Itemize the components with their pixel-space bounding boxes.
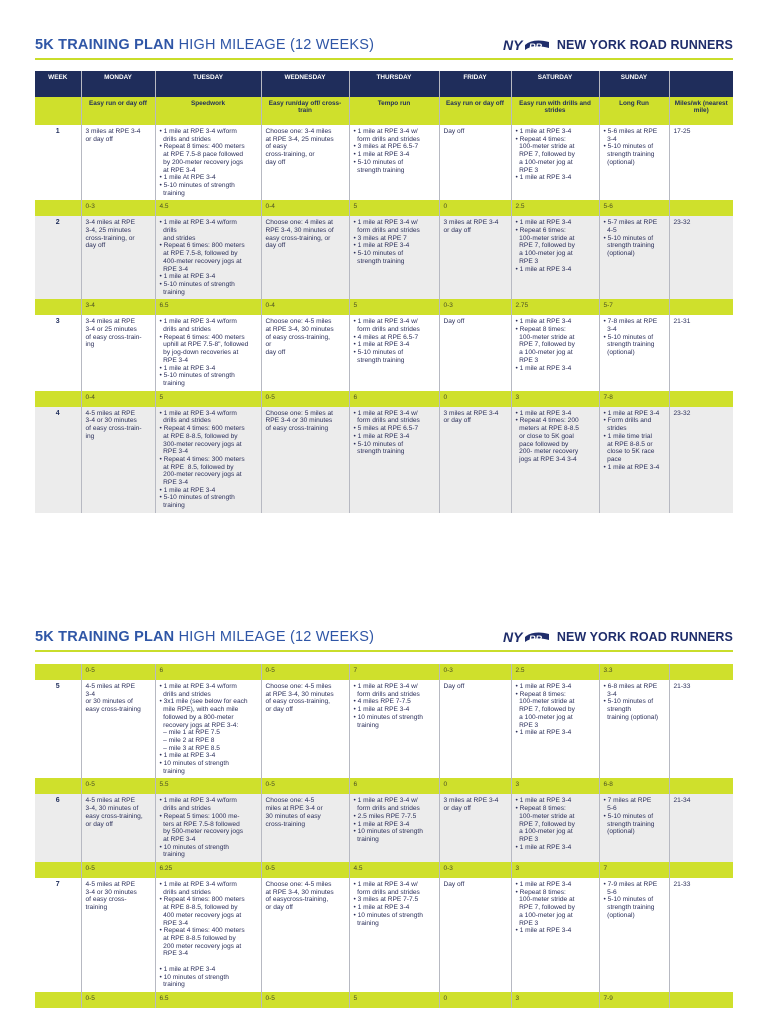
miles-cell: 0-4 bbox=[81, 391, 155, 407]
workout-text: Choose one: 4-5 miles at RPE 3-4, 30 minutes of easycross-training, or day off bbox=[265, 881, 334, 912]
miles-cell: 0-5 bbox=[261, 391, 349, 407]
col-monday: MONDAY bbox=[81, 71, 155, 97]
workout-cell bbox=[599, 794, 669, 862]
workout-thursday: Tempo run bbox=[349, 97, 439, 125]
miles-cell bbox=[669, 200, 733, 216]
workout-text: • 1 mile at RPE 3-4 w/ form drills and strides • 3 miles at RPE 6.5-7 • 1 mile at RPE 3-4 • 5-10 minutes of strength training bbox=[353, 128, 420, 174]
workout-cell bbox=[511, 315, 599, 390]
workout-text: 23-32 bbox=[673, 409, 691, 417]
workout-cell bbox=[511, 125, 599, 200]
week-row bbox=[35, 680, 733, 778]
miles-cell: 5 bbox=[349, 299, 439, 315]
workout-text: • 1 mile at RPE 3-4 • Repeat 4 times: 200 meters at RPE 8-8.5 or close to 5K goal pace followed by 200- meter recovery jogs at RPE 3-4 3-4 bbox=[515, 409, 579, 463]
miles-cell: 6.5 bbox=[155, 992, 261, 1008]
miles-cell: 2.5 bbox=[511, 664, 599, 680]
workout-text: • 1 mile at RPE 3-4 w/form drills and strides • 3x1 mile (see below for each mile RPE), with each mile followed by a 800-meter recovery jogs at RPE 3-4: – mile 1 at RPE 7.5 – mile 2 at RPE 8 – mile 3 at RPE 8.5 • 1 mile at RPE 3-4 • 10 minutes of strength training bbox=[159, 683, 248, 775]
miles-cell: 0 bbox=[439, 200, 511, 216]
weekly-miles-row bbox=[35, 778, 733, 794]
workout-text: • 5-7 miles at RPE 4-5 • 5-10 minutes of strength training (optional) bbox=[603, 219, 658, 258]
workout-cell bbox=[669, 125, 733, 200]
miles-cell: 0 bbox=[439, 391, 511, 407]
workout-text: 3-4 miles at RPE 3-4 or 25 minutes of easy cross-train- ing bbox=[85, 318, 142, 349]
workout-text: • 1 mile at RPE 3-4 w/form drills and strides • Repeat 5 times: 1000 me- ters at RPE 7.5-8 followed by 500-meter recovery jogs at RPE 3-4 • 10 minutes of strength training bbox=[159, 797, 244, 859]
miles-cell: 4.5 bbox=[155, 200, 261, 216]
workout-cell bbox=[261, 315, 349, 390]
miles-cell: 7 bbox=[599, 862, 669, 878]
page-title-2: 5K TRAINING PLAN HIGH MILEAGE (12 WEEKS) bbox=[35, 629, 375, 645]
workout-cell bbox=[669, 216, 733, 299]
page-header-2 bbox=[35, 626, 733, 652]
miles-cell bbox=[35, 391, 81, 407]
workout-text: • 1 mile at RPE 3-4 w/ form drills and strides • 3 miles at RPE 7 • 1 mile at RPE 3-4 • 5-10 minutes of strength training bbox=[353, 219, 420, 265]
miles-cell bbox=[669, 992, 733, 1008]
miles-cell: 0 bbox=[439, 778, 511, 794]
miles-cell bbox=[669, 778, 733, 794]
training-table-2 bbox=[35, 664, 733, 1008]
miles-cell: 0-5 bbox=[261, 664, 349, 680]
workout-text: 3 miles at RPE 3-4 or day off bbox=[85, 128, 141, 143]
logo-text: NEW YORK ROAD RUNNERS bbox=[556, 630, 733, 644]
workout-text: • 1 mile at RPE 3-4 • Repeat 8 times: 100-meter stride at RPE 7, followed by a 100-meter jog at RPE 3 • 1 mile at RPE 3-4 bbox=[515, 881, 575, 935]
weekly-miles-row bbox=[35, 391, 733, 407]
workout-cell bbox=[81, 794, 155, 862]
workout-type-row bbox=[35, 97, 733, 125]
workout-cell bbox=[439, 125, 511, 200]
workout-cell bbox=[669, 315, 733, 390]
miles-cell: 6 bbox=[155, 664, 261, 680]
miles-cell: 5-7 bbox=[599, 299, 669, 315]
workout-cell bbox=[155, 794, 261, 862]
miles-cell bbox=[35, 664, 81, 680]
col-sunday: SUNDAY bbox=[599, 71, 669, 97]
workout-text: 17-25 bbox=[673, 128, 691, 135]
miles-cell: 0-5 bbox=[261, 992, 349, 1008]
workout-text: 3 miles at RPE 3-4 or day off bbox=[443, 409, 499, 425]
nyrr-logo-mark-icon bbox=[503, 628, 551, 646]
week-number: 5 bbox=[35, 680, 81, 778]
workout-cell bbox=[439, 794, 511, 862]
workout-monday: Easy run or day off bbox=[81, 97, 155, 125]
workout-text: 4-5 miles at RPE 3-4, 30 minutes of easy cross-training, or day off bbox=[85, 797, 143, 828]
workout-text: • 1 mile at RPE 3-4 • Repeat 8 times: 100-meter stride at RPE 7, followed by a 100-meter jog at RPE 3 • 1 mile at RPE 3-4 bbox=[515, 797, 575, 851]
miles-cell: 3 bbox=[511, 992, 599, 1008]
miles-cell: 3-4 bbox=[81, 299, 155, 315]
workout-text: 23-32 bbox=[673, 219, 691, 227]
workout-text: 3 miles at RPE 3-4 or day off bbox=[443, 797, 499, 813]
workout-cell bbox=[599, 315, 669, 390]
miles-cell: 6.25 bbox=[155, 862, 261, 878]
workout-text: • 1 mile at RPE 3-4 • Repeat 8 times: 100-meter stride at RPE 7, followed by a 100-meter jog at RPE 3 • 1 mile at RPE 3-4 bbox=[515, 683, 575, 737]
workout-cell bbox=[155, 315, 261, 390]
miles-cell: 0-5 bbox=[81, 664, 155, 680]
nyrr-logo bbox=[503, 34, 733, 56]
workout-text: 4-5 miles at RPE 3-4 or 30 minutes of easy cross-train- ing bbox=[85, 409, 142, 440]
miles-cell: 0-5 bbox=[81, 992, 155, 1008]
workout-text: 21-33 bbox=[673, 881, 691, 889]
week-number: 6 bbox=[35, 794, 81, 862]
workout-text: • 1 mile at RPE 3-4 w/form drills and strides • Repeat 6 times: 400 meters uphill at RPE 7.5-8", followed by jog-down recoveries at RPE 3-4 • 1 mile at RPE 3-4 • 5-10 minutes of strength training bbox=[159, 318, 249, 387]
workout-text: • 6-8 miles at RPE 3-4 • 5-10 minutes of strength training (optional) bbox=[603, 683, 659, 721]
col-thursday: THURSDAY bbox=[349, 71, 439, 97]
miles-cell: 0-3 bbox=[439, 664, 511, 680]
workout-cell bbox=[81, 407, 155, 513]
workout-text: • 1 mile at RPE 3-4 w/form drills and strides • Repeat 4 times: 800 meters at RPE 8-8.5, followed by 400 meter recovery jogs at RPE 3-4 • Repeat 4 times: 400 meters at RPE 8-8.5 followed by 200 meter recovery jogs at RPE 3-4 • 1 mile at RPE 3-4 • 10 minutes of strength training bbox=[159, 881, 245, 989]
col-wednesday: WEDNESDAY bbox=[261, 71, 349, 97]
miles-cell: 0-3 bbox=[439, 862, 511, 878]
workout-text: • 7 miles at RPE 5-6 • 5-10 minutes of strength training (optional) bbox=[603, 797, 655, 836]
nyrr-logo-2 bbox=[503, 626, 733, 648]
workout-text: • 1 mile at RPE 3-4 • Repeat 6 times: 100-meter stride at RPE 7, followed by a 100-meter jog at RPE 3 • 1 mile at RPE 3-4 bbox=[515, 219, 575, 273]
workout-text: Day off bbox=[443, 881, 465, 889]
page-header-1 bbox=[35, 34, 733, 60]
week-row bbox=[35, 878, 733, 992]
page-title: 5K TRAINING PLAN HIGH MILEAGE (12 WEEKS) bbox=[35, 37, 375, 53]
workout-text: Choose one: 4 miles at RPE 3-4, 30 minutes of easy cross-training, or day off bbox=[265, 219, 334, 250]
workout-cell bbox=[439, 680, 511, 778]
miles-cell bbox=[35, 862, 81, 878]
col-week: WEEK bbox=[35, 71, 81, 97]
miles-cell: 0-5 bbox=[81, 778, 155, 794]
workout-text: • 1 mile at RPE 3-4 w/ form drills and strides • 2.5 miles RPE 7-7.5 • 1 mile at RPE 3-4 • 10 minutes of strength training bbox=[353, 797, 423, 843]
col-saturday: SATURDAY bbox=[511, 71, 599, 97]
miles-cell: 0-5 bbox=[261, 778, 349, 794]
workout-cell bbox=[261, 216, 349, 299]
workout-week bbox=[35, 97, 81, 125]
miles-cell bbox=[669, 299, 733, 315]
workout-cell bbox=[511, 878, 599, 992]
workout-text: Choose one: 5 miles at RPE 3-4 or 30 minutes of easy cross-training bbox=[265, 409, 333, 433]
miles-cell: 3.3 bbox=[599, 664, 669, 680]
workout-cell bbox=[261, 680, 349, 778]
workout-cell bbox=[349, 878, 439, 992]
weekly-miles-row bbox=[35, 862, 733, 878]
logo-text: NEW YORK ROAD RUNNERS bbox=[556, 38, 733, 52]
workout-sunday: Long Run bbox=[599, 97, 669, 125]
workout-cell bbox=[511, 407, 599, 513]
workout-cell bbox=[439, 216, 511, 299]
workout-text: • 7-8 miles at RPE 3-4 • 5-10 minutes of strength training (optional) bbox=[603, 318, 658, 357]
miles-cell: 0-5 bbox=[261, 862, 349, 878]
workout-cell bbox=[261, 878, 349, 992]
workout-cell bbox=[349, 315, 439, 390]
week-row bbox=[35, 315, 733, 390]
miles-cell bbox=[35, 778, 81, 794]
workout-text: 3-4 miles at RPE 3-4, 25 minutes cross-training, or day off bbox=[85, 219, 135, 250]
svg-text:NY: NY bbox=[502, 629, 523, 645]
workout-cell bbox=[669, 407, 733, 513]
workout-cell bbox=[349, 680, 439, 778]
miles-cell: 7-8 bbox=[599, 391, 669, 407]
miles-cell bbox=[35, 299, 81, 315]
miles-cell: 3 bbox=[511, 391, 599, 407]
workout-cell bbox=[669, 878, 733, 992]
training-table-1 bbox=[35, 71, 733, 513]
miles-cell bbox=[35, 200, 81, 216]
workout-text: • 1 mile at RPE 3-4 • Form drills and strides • 1 mile time trial at RPE 8-8.5 or close to 5K race pace • 1 mile at RPE 3-4 bbox=[603, 409, 660, 471]
svg-text:RR: RR bbox=[528, 42, 542, 52]
workout-cell bbox=[349, 794, 439, 862]
workout-text: • 1 mile at RPE 3-4 w/ form drills and strides • 3 miles at RPE 7-7.5 • 1 mile at RPE 3-4 • 10 minutes of strength training bbox=[353, 881, 423, 927]
workout-cell bbox=[669, 794, 733, 862]
workout-cell bbox=[439, 878, 511, 992]
workout-cell bbox=[349, 407, 439, 513]
header-rule bbox=[35, 58, 733, 60]
workout-text: • 1 mile at RPE 3-4 • Repeat 8 times: 100-meter stride at RPE 7, followed by a 100-meter jog at RPE 3 • 1 mile at RPE 3-4 bbox=[515, 318, 575, 372]
workout-cell bbox=[599, 407, 669, 513]
workout-cell bbox=[261, 794, 349, 862]
workout-cell bbox=[155, 216, 261, 299]
header-rule-2 bbox=[35, 650, 733, 652]
workout-text: • 1 mile at RPE 3-4 • Repeat 4 times: 100-meter stride at RPE 7, followed by a 100-meter jog at RPE 3 • 1 mile at RPE 3-4 bbox=[515, 128, 575, 182]
workout-cell bbox=[439, 407, 511, 513]
workout-cell bbox=[439, 315, 511, 390]
miles-cell: 5 bbox=[349, 992, 439, 1008]
week-row bbox=[35, 125, 733, 200]
week-number: 2 bbox=[35, 216, 81, 299]
miles-cell: 0-3 bbox=[81, 200, 155, 216]
miles-cell bbox=[669, 862, 733, 878]
week-row bbox=[35, 794, 733, 862]
miles-cell: 7 bbox=[349, 664, 439, 680]
miles-cell: 0 bbox=[439, 992, 511, 1008]
miles-cell: 2.5 bbox=[511, 200, 599, 216]
nyrr-logo-mark-icon bbox=[503, 36, 551, 54]
workout-cell bbox=[261, 125, 349, 200]
miles-cell: 5-6 bbox=[599, 200, 669, 216]
workout-cell bbox=[599, 125, 669, 200]
workout-text: • 1 mile at RPE 3-4 w/form drills and strides • Repeat 4 times: 600 meters at RPE 8-8.5, followed by 300-meter recovery jogs at RPE 3-4 • Repeat 4 times: 300 meters at RPE 8.5, followed by 200-meter recovery jogs at RPE 3-4 • 1 mile at RPE 3-4 • 5-10 minutes of strength training bbox=[159, 409, 245, 510]
workout-cell bbox=[81, 315, 155, 390]
workout-cell bbox=[599, 878, 669, 992]
workout-text: 4-5 miles at RPE 3-4 or 30 minutes of easy cross- training bbox=[85, 881, 137, 912]
col-friday: FRIDAY bbox=[439, 71, 511, 97]
weekly-miles-row bbox=[35, 664, 733, 680]
workout-cell bbox=[599, 216, 669, 299]
miles-cell: 0-4 bbox=[261, 299, 349, 315]
miles-cell: 6 bbox=[349, 391, 439, 407]
workout-text: Day off bbox=[443, 318, 465, 326]
col-blank bbox=[669, 71, 733, 97]
miles-cell: 0-5 bbox=[81, 862, 155, 878]
miles-cell: 5 bbox=[349, 200, 439, 216]
workout-text: • 7-9 miles at RPE 5-6 • 5-10 minutes of strength training (optional) bbox=[603, 881, 658, 919]
workout-saturday: Easy run with drills and strides bbox=[511, 97, 599, 125]
workout-cell bbox=[155, 680, 261, 778]
week-number: 7 bbox=[35, 878, 81, 992]
workout-cell bbox=[261, 407, 349, 513]
workout-cell bbox=[349, 125, 439, 200]
miles-cell: 2.75 bbox=[511, 299, 599, 315]
miles-cell bbox=[669, 391, 733, 407]
miles-cell: 3 bbox=[511, 778, 599, 794]
workout-text: Choose one: 3-4 miles at RPE 3-4, 25 minutes of easy cross-training, or day off bbox=[265, 128, 334, 166]
svg-text:NY: NY bbox=[502, 37, 523, 53]
workout-cell bbox=[349, 216, 439, 299]
workout-text: • 1 mile at RPE 3-4 w/ form drills and strides • 5 miles at RPE 6.5-7 • 1 mile at RPE 3-4 • 5-10 minutes of strength training bbox=[353, 409, 420, 456]
svg-text:RR: RR bbox=[528, 634, 542, 644]
workout-text: Choose one: 4-5 miles at RPE 3-4, 30 minutes of easy cross-training, or day off bbox=[265, 318, 334, 357]
workout-cell bbox=[511, 794, 599, 862]
miles-cell: 5 bbox=[155, 391, 261, 407]
workout-text: 21-31 bbox=[673, 318, 691, 326]
week-row bbox=[35, 407, 733, 513]
workout-text: • 5-6 miles at RPE 3-4 • 5-10 minutes of strength training (optional) bbox=[603, 128, 658, 166]
workout-wednesday: Easy run/day off/ cross-train bbox=[261, 97, 349, 125]
workout-text: • 1 mile at RPE 3-4 w/ form drills and strides • 4 miles RPE 7-7.5 • 1 mile at RPE 3-4 • 10 minutes of strength training bbox=[353, 683, 423, 729]
workout-cell bbox=[81, 680, 155, 778]
workout-text: 21-34 bbox=[673, 797, 691, 805]
workout-text: Day off bbox=[443, 128, 465, 135]
weekly-miles-row bbox=[35, 992, 733, 1008]
miles-cell: 4.5 bbox=[349, 862, 439, 878]
workout-text: • 1 mile at RPE 3-4 w/form drills and strides • Repeat 6 times: 800 meters at RPE 7.5-8, followed by 400-meter recovery jogs at RPE 3-4 • 1 mile at RPE 3-4 • 5-10 minutes of strength training bbox=[159, 219, 245, 296]
workout-cell bbox=[599, 680, 669, 778]
workout-cell bbox=[511, 680, 599, 778]
miles-cell: 5.5 bbox=[155, 778, 261, 794]
col-tuesday: TUESDAY bbox=[155, 71, 261, 97]
workout-cell bbox=[81, 878, 155, 992]
workout-text: 4-5 miles at RPE 3-4 or 30 minutes of easy cross-training bbox=[85, 683, 141, 714]
workout-cell bbox=[155, 878, 261, 992]
workout-text: 21-33 bbox=[673, 683, 691, 690]
workout-text: • 1 mile at RPE 3-4 w/ form drills and strides • 4 miles at RPE 6.5-7 • 1 mile at RPE 3-4 • 5-10 minutes of strength training bbox=[353, 318, 420, 364]
workout-friday: Easy run or day off bbox=[439, 97, 511, 125]
workout-cell bbox=[669, 680, 733, 778]
workout-text: Choose one: 4-5 miles at RPE 3-4, 30 minutes of easy cross-training, or day off bbox=[265, 683, 334, 714]
miles-cell: 0-4 bbox=[261, 200, 349, 216]
miles-cell: 6-8 bbox=[599, 778, 669, 794]
workout-cell bbox=[81, 125, 155, 200]
weekly-miles-row bbox=[35, 299, 733, 315]
workout-tuesday: Speedwork bbox=[155, 97, 261, 125]
miles-cell: 6.5 bbox=[155, 299, 261, 315]
workout-text: Day off bbox=[443, 683, 465, 690]
workout-cell bbox=[155, 125, 261, 200]
workout-text: Choose one: 4-5 miles at RPE 3-4 or 30 minutes of easy cross-training bbox=[265, 797, 323, 828]
miles-cell: 0-3 bbox=[439, 299, 511, 315]
workout-miles-per-week: Miles/wk (nearest mile) bbox=[669, 97, 733, 125]
miles-cell bbox=[669, 664, 733, 680]
miles-cell: 6 bbox=[349, 778, 439, 794]
workout-cell bbox=[81, 216, 155, 299]
miles-cell bbox=[35, 992, 81, 1008]
week-number: 3 bbox=[35, 315, 81, 390]
week-number: 1 bbox=[35, 125, 81, 200]
week-number: 4 bbox=[35, 407, 81, 513]
workout-cell bbox=[155, 407, 261, 513]
workout-text: 3 miles at RPE 3-4 or day off bbox=[443, 219, 499, 235]
weekly-miles-row bbox=[35, 200, 733, 216]
week-row bbox=[35, 216, 733, 299]
workout-text: • 1 mile at RPE 3-4 w/form drills and strides • Repeat 8 times: 400 meters at RPE 7.5-8 pace followed by 200-meter recovery jogs at RPE 3-4 • 1 mile At RPE 3-4 • 5-10 minutes of strength training bbox=[159, 128, 245, 197]
miles-cell: 3 bbox=[511, 862, 599, 878]
miles-cell: 7-9 bbox=[599, 992, 669, 1008]
workout-cell bbox=[511, 216, 599, 299]
day-header-row bbox=[35, 71, 733, 97]
